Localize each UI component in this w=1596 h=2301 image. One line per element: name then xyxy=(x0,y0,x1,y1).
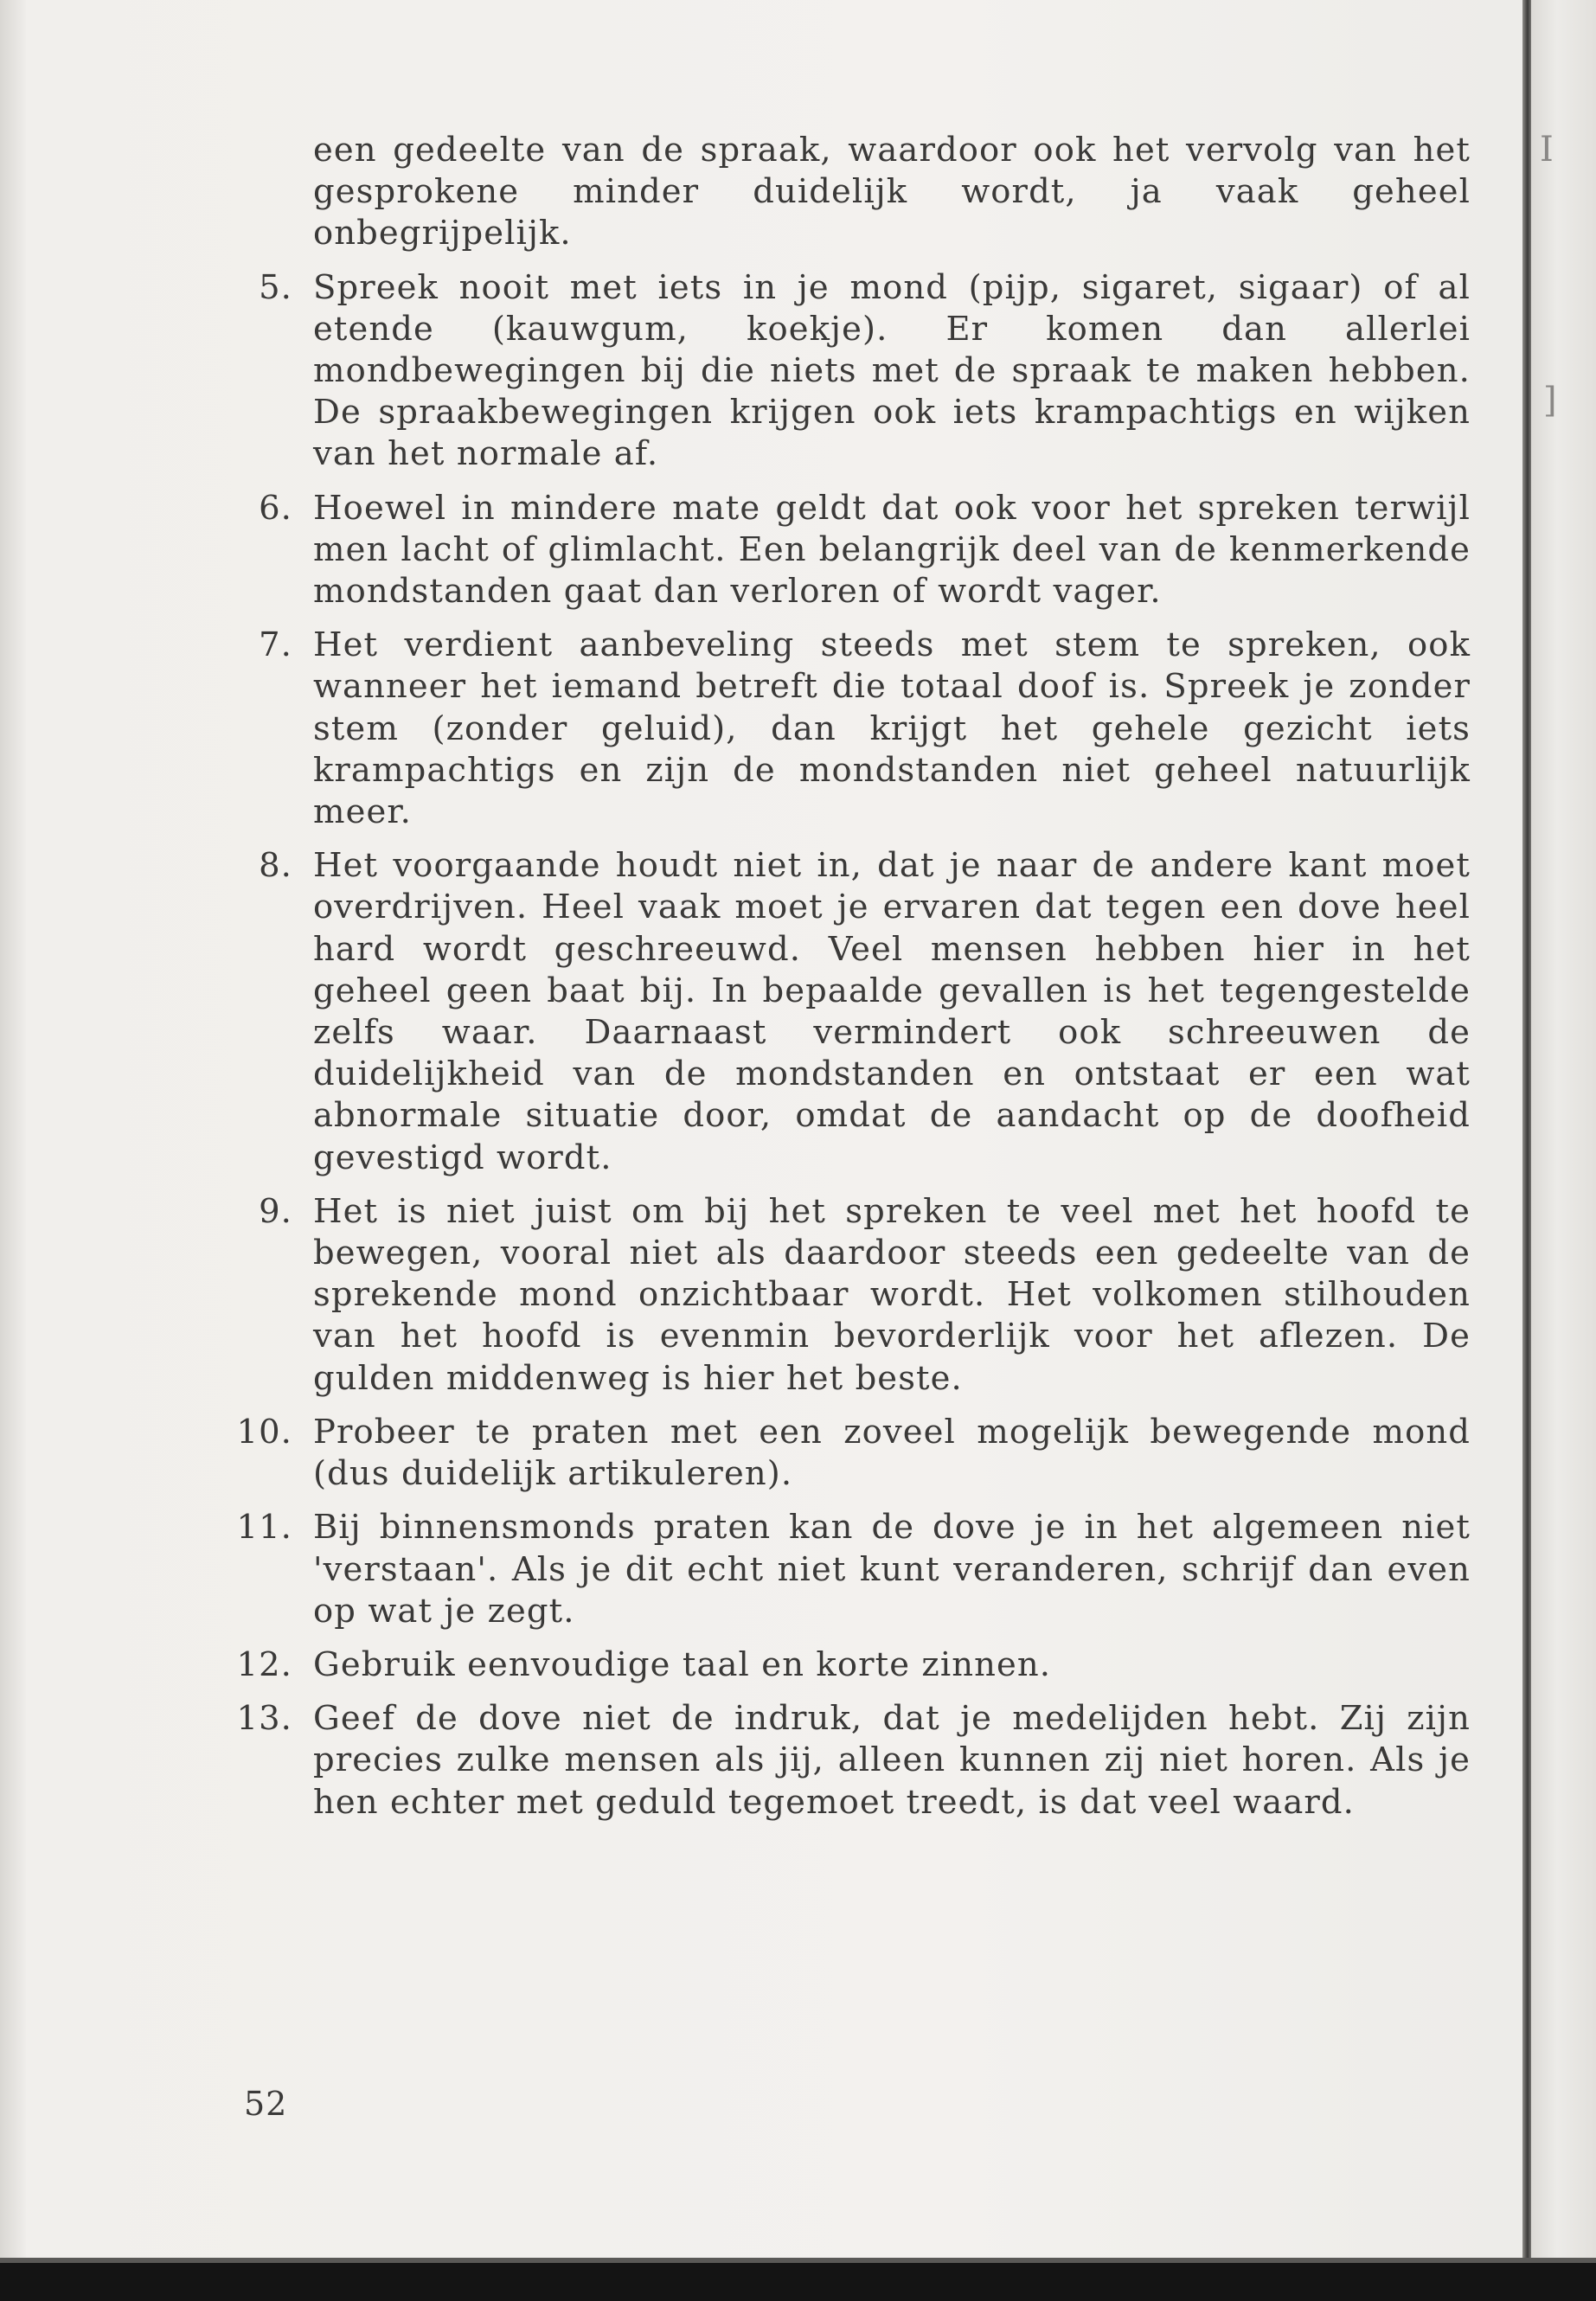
list-item xyxy=(234,1644,1471,1686)
adjacent-page-fragment: ] xyxy=(1543,381,1557,420)
continuation-text: een gedeelte van de spraak, waardoor ook het vervolg van het gesprokene minder duidelijk wordt, ja vaak geheel onbegrijpelijk. xyxy=(313,131,1471,253)
list-item-text: Het is niet juist om bij het spreken te veel met het hoofd te bewegen, vooral niet als daardoor steeds een gedeelte van de sprekende mond onzichtbaar wordt. Het volkomen stilhouden van het hoofd is evenmin bevorderlijk voor het aflezen. De gulden middenweg is hier het beste. xyxy=(313,1191,1471,1398)
list-item-number: 13. xyxy=(236,1699,292,1739)
adjacent-page-fragment: I xyxy=(1540,130,1554,170)
list-item-text: Bij binnensmonds praten kan de dove je in het algemeen niet 'verstaan'. Als je dit echt niet kunt veranderen, schrijf dan even op wat je zegt. xyxy=(313,1508,1471,1631)
book-spine-gutter xyxy=(1522,0,1531,2301)
list-item-number: 7. xyxy=(259,625,292,665)
list-item-text: Het verdient aanbeveling steeds met stem te spreken, ook wanneer het iemand betreft die totaal doof is. Spreek je zonder stem (zonder geluid), dan krijgt het gehele gezicht iets krampachtigs en zijn de mondstanden niet geheel natuurlijk meer. xyxy=(313,625,1471,832)
list-item-number: 9. xyxy=(259,1191,292,1231)
list-item-text: Probeer te praten met een zoveel mogelijk bewegende mond (dus duidelijk artikuleren). xyxy=(313,1412,1471,1494)
scan-bottom-edge-highlight xyxy=(0,2258,1596,2263)
list-item-number: 10. xyxy=(236,1412,292,1452)
list-item xyxy=(234,625,1471,833)
list-item-text: Hoewel in mindere mate geldt dat ook voor het spreken terwijl men lacht of glimlacht. Een belangrijk deel van de kenmerkende mondstanden gaat dan verloren of wordt vager. xyxy=(313,488,1471,612)
list-item-text: Gebruik eenvoudige taal en korte zinnen. xyxy=(313,1644,1052,1684)
list-item-number: 11. xyxy=(236,1508,292,1548)
list-item-text: Spreek nooit met iets in je mond (pijp, sigaret, sigaar) of al etende (kauwgum, koekje). Er komen dan allerlei mondbewegingen bij die niets met de spraak te maken hebben. De spraakbewegingen krijgen ook iets krampachtigs en wijken van het normale af. xyxy=(313,267,1471,474)
list-item-text: Geef de dove niet de indruk, dat je medelijden hebt. Zij zijn precies zulke mensen als jij, alleen kunnen zij niet horen. Als je hen echter met geduld tegemoet treedt, is dat veel waard. xyxy=(313,1699,1471,1822)
page-body xyxy=(234,130,1471,1823)
list-item xyxy=(234,1698,1471,1823)
list-item-number: 5. xyxy=(259,267,292,307)
list-item xyxy=(234,1191,1471,1400)
list-item-text: Het voorgaande houdt niet in, dat je naar de andere kant moet overdrijven. Heel vaak moet je ervaren dat tegen een dove heel hard wordt geschreeuwd. Veel mensen hebben hier in het geheel geen baat bij. In bepaalde gevallen is het tegengestelde zelfs waar. Daarnaast vermindert ook schreeuwen de duidelijkheid van de mondstanden en ontstaat er een wat abnormale situatie door, omdat de aandacht op de doofheid gevestigd wordt. xyxy=(313,846,1471,1177)
list-item-number: 6. xyxy=(259,488,292,528)
adjacent-page-edge xyxy=(1531,0,1596,2301)
list-item-number: 12. xyxy=(236,1644,292,1684)
list-item xyxy=(234,267,1471,476)
list-item-number: 8. xyxy=(259,846,292,886)
list-item xyxy=(234,1412,1471,1495)
continuation-paragraph xyxy=(234,130,1471,255)
list-item xyxy=(234,488,1471,613)
page-left-shadow xyxy=(0,0,26,2301)
scan-bottom-edge xyxy=(0,2258,1596,2301)
list-item xyxy=(234,845,1471,1179)
page-number: 52 xyxy=(244,2085,288,2123)
list-item xyxy=(234,1507,1471,1632)
